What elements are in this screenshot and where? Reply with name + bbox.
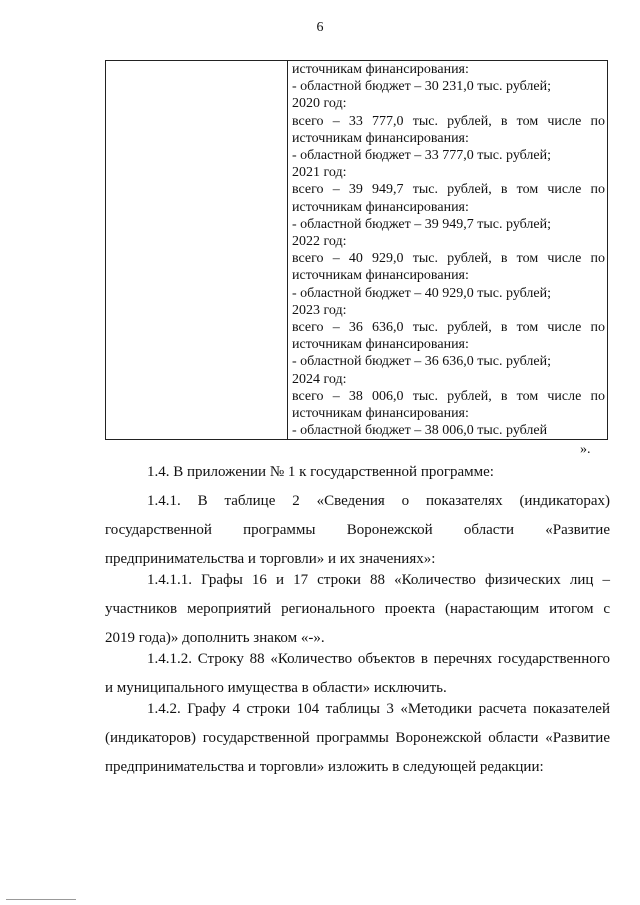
table-line: - областной бюджет – 38 006,0 тыс. рублей	[292, 423, 548, 439]
paragraph-line: 1.4.1.2. Строку 88 «Количество объектов в перечнях государственного	[147, 651, 610, 667]
table-line: - областной бюджет – 39 949,7 тыс. рублей;	[292, 216, 551, 232]
page-number: 6	[316, 20, 324, 35]
paragraph-line: предпринимательства и торговли» изложить в следующей редакции:	[105, 759, 544, 775]
table-line: 2022 год:	[292, 234, 347, 250]
paragraph-line: 2019 года)» дополнить знаком «-».	[105, 630, 325, 646]
table-line: 2023 год:	[292, 302, 347, 318]
paragraph-line: участников мероприятий регионального проекта (нарастающим итогом с	[105, 601, 610, 617]
paragraph-line: 1.4.2. Графу 4 строки 104 таблицы 3 «Методики расчета показателей	[147, 701, 610, 717]
paragraph-line: 1.4.1. В таблице 2 «Сведения о показателях (индикаторах)	[147, 493, 610, 509]
paragraph-line: государственной программы Воронежской области «Развитие	[105, 522, 610, 538]
table-line: источникам финансирования:	[292, 130, 469, 146]
paragraph-line: и муниципального имущества в области» исключить.	[105, 680, 447, 696]
table-line: источникам финансирования:	[292, 337, 469, 353]
table-line: всего – 33 777,0 тыс. рублей, в том числе по	[292, 113, 605, 129]
paragraph-1-4-1-1	[105, 566, 610, 653]
table-line: источникам финансирования:	[292, 268, 469, 284]
table-line: источникам финансирования:	[292, 199, 469, 215]
paragraph-1-4-1	[105, 487, 610, 574]
footer-divider	[6, 899, 76, 900]
paragraph-line: (индикаторов) государственной программы Воронежской области «Развитие	[105, 730, 610, 746]
paragraph-line: 1.4. В приложении № 1 к государственной программе:	[147, 464, 494, 480]
table-line: 2021 год:	[292, 165, 347, 181]
paragraph-line: предпринимательства и торговли» и их значениях»:	[105, 551, 436, 567]
table-line: 2024 год:	[292, 371, 347, 387]
table-line: - областной бюджет – 30 231,0 тыс. рублей;	[292, 79, 551, 95]
financing-table	[105, 60, 608, 440]
paragraph-line: 1.4.1.1. Графы 16 и 17 строки 88 «Количество физических лиц –	[147, 572, 610, 588]
table-line: 2020 год:	[292, 96, 347, 112]
table-line: - областной бюджет – 36 636,0 тыс. рублей;	[292, 354, 551, 370]
table-line: - областной бюджет – 33 777,0 тыс. рублей;	[292, 148, 551, 164]
table-right-cell	[292, 61, 605, 439]
table-line: источникам финансирования:	[292, 406, 469, 422]
paragraph-1-4-2	[105, 695, 610, 782]
paragraph-1-4	[105, 458, 610, 487]
table-left-cell	[106, 61, 288, 439]
closing-quote: ».	[580, 442, 591, 457]
table-line: всего – 36 636,0 тыс. рублей, в том числе по	[292, 320, 605, 336]
table-line: источникам финансирования:	[292, 62, 469, 77]
table-line: всего – 38 006,0 тыс. рублей, в том числе по	[292, 388, 605, 404]
table-line: всего – 40 929,0 тыс. рублей, в том числе по	[292, 251, 605, 267]
table-line: - областной бюджет – 40 929,0 тыс. рублей;	[292, 285, 551, 301]
table-line: всего – 39 949,7 тыс. рублей, в том числе по	[292, 182, 605, 198]
